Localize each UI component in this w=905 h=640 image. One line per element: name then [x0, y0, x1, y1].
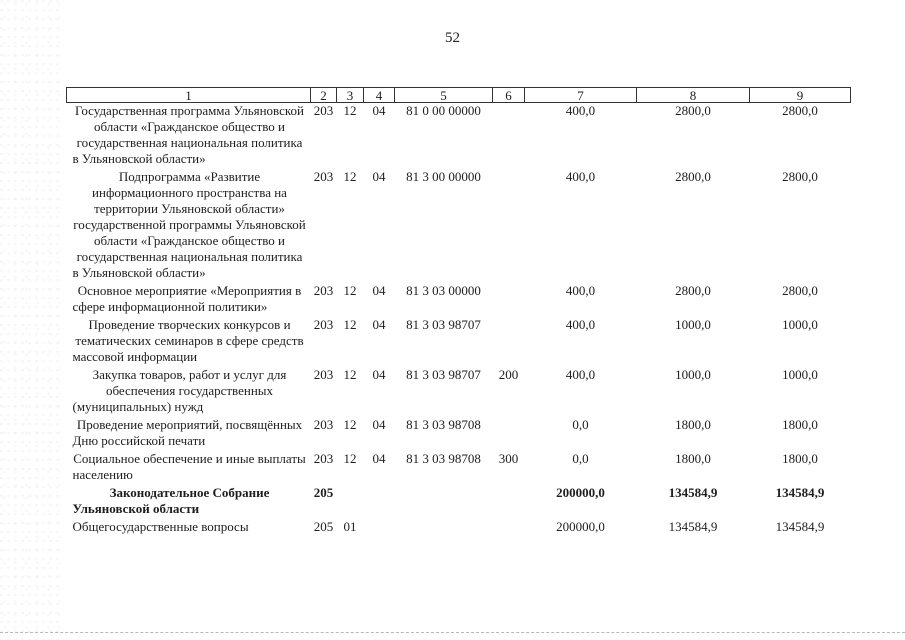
row-col-9: 2800,0 [782, 103, 818, 118]
row-col-5: 81 3 03 98708 [406, 417, 481, 432]
row-col-7: 400,0 [565, 317, 596, 332]
row-col-8: 134584,9 [668, 485, 718, 500]
row-col-6 [493, 169, 525, 283]
row-col-9: 134584,9 [775, 485, 825, 500]
row-col-7: 200000,0 [556, 485, 605, 500]
table-row [67, 367, 851, 417]
header-col-5: 5 [395, 88, 493, 103]
header-col-6: 6 [493, 88, 525, 103]
page-number: 52 [445, 30, 460, 46]
row-description: Закупка товаров, работ и услуг для обеспечения государственных (муниципальных) нужд [72, 367, 287, 414]
row-col-2: 203 [313, 317, 334, 332]
header-col-2: 2 [311, 88, 337, 103]
row-col-2: 205 [313, 485, 334, 500]
row-col-5 [395, 519, 493, 537]
row-col-2: 203 [313, 283, 334, 298]
table-row [67, 103, 851, 170]
table-header [67, 88, 851, 103]
row-col-9: 2800,0 [782, 169, 818, 184]
row-col-5: 81 3 03 98707 [406, 367, 481, 382]
scan-bottom-artifact [0, 632, 905, 634]
row-col-5: 81 3 03 00000 [406, 283, 481, 298]
row-col-9: 2800,0 [782, 283, 818, 298]
row-col-4: 04 [372, 283, 386, 298]
row-col-3: 12 [343, 317, 357, 332]
header-col-7: 7 [525, 88, 637, 103]
row-col-8: 1000,0 [675, 367, 711, 382]
table-row [67, 485, 851, 519]
row-description: Общегосударственные вопросы [72, 519, 249, 534]
table-row [67, 169, 851, 283]
row-col-4: 04 [372, 169, 386, 184]
row-col-5: 81 3 03 98707 [406, 317, 481, 332]
row-col-8: 1800,0 [675, 417, 711, 432]
row-col-9: 1800,0 [782, 417, 818, 432]
row-description: Проведение мероприятий, посвящённых Дню российской печати [72, 417, 303, 448]
row-col-2: 203 [313, 367, 334, 382]
row-col-6: 300 [498, 451, 519, 466]
table-row [67, 417, 851, 451]
row-description: Подпрограмма «Развитие информационного пространства на территории Ульяновской области» государственной программы Ульяновской области «Гражданское общество и государственная национальная политика в Ульяновской области» [72, 169, 306, 280]
row-col-8: 2800,0 [675, 283, 711, 298]
row-col-8: 1800,0 [675, 451, 711, 466]
row-col-6 [493, 519, 525, 537]
row-col-4 [364, 519, 395, 537]
row-col-8: 2800,0 [675, 169, 711, 184]
header-row [67, 88, 851, 103]
header-col-3: 3 [337, 88, 364, 103]
row-col-9: 1800,0 [782, 451, 818, 466]
row-col-3: 12 [343, 103, 357, 118]
row-col-6 [493, 317, 525, 367]
table-body [67, 103, 851, 538]
row-col-3: 12 [343, 367, 357, 382]
row-col-4: 04 [372, 451, 386, 466]
row-col-9: 1000,0 [782, 367, 818, 382]
table-row [67, 451, 851, 485]
row-description: Законодательное Собрание Ульяновской области [72, 485, 270, 516]
row-col-4: 04 [372, 103, 386, 118]
row-col-7: 400,0 [565, 367, 596, 382]
header-col-4: 4 [364, 88, 395, 103]
row-col-8: 2800,0 [675, 103, 711, 118]
row-col-4: 04 [372, 317, 386, 332]
header-col-8: 8 [637, 88, 750, 103]
row-col-7: 400,0 [565, 169, 596, 184]
row-col-9: 1000,0 [782, 317, 818, 332]
row-col-2: 203 [313, 169, 334, 184]
row-col-3: 12 [343, 417, 357, 432]
scan-edge-artifact [0, 0, 60, 640]
table-row [67, 317, 851, 367]
row-col-6 [493, 283, 525, 317]
header-col-9: 9 [750, 88, 851, 103]
row-col-2: 203 [313, 451, 334, 466]
row-col-3: 12 [343, 169, 357, 184]
row-col-6 [493, 485, 525, 519]
row-description: Социальное обеспечение и иные выплаты населению [72, 451, 306, 482]
row-col-8: 1000,0 [675, 317, 711, 332]
row-col-6: 200 [498, 367, 519, 382]
row-col-2: 203 [313, 417, 334, 432]
row-col-5 [395, 485, 493, 519]
row-col-2: 205 [313, 519, 334, 534]
row-col-4: 04 [372, 367, 386, 382]
table-row [67, 283, 851, 317]
budget-table [66, 87, 851, 537]
row-col-7: 0,0 [572, 417, 589, 432]
row-col-9: 134584,9 [775, 519, 825, 534]
row-col-6 [493, 103, 525, 170]
row-col-3: 12 [343, 451, 357, 466]
row-col-7: 400,0 [565, 103, 596, 118]
row-col-7: 0,0 [572, 451, 589, 466]
row-col-7: 400,0 [565, 283, 596, 298]
row-col-6 [493, 417, 525, 451]
row-col-5: 81 3 03 98708 [406, 451, 481, 466]
row-col-8: 134584,9 [668, 519, 718, 534]
row-col-2: 203 [313, 103, 334, 118]
row-col-7: 200000,0 [556, 519, 605, 534]
row-col-5: 81 3 00 00000 [406, 169, 481, 184]
row-col-3 [337, 485, 364, 519]
row-col-5: 81 0 00 00000 [406, 103, 481, 118]
row-col-4: 04 [372, 417, 386, 432]
table-row [67, 519, 851, 537]
row-col-3: 01 [343, 519, 357, 534]
row-description: Проведение творческих конкурсов и тематических семинаров в сфере средств массовой информации [72, 317, 304, 364]
row-description: Государственная программа Ульяновской области «Гражданское общество и государственная национальная политика в Ульяновской области» [72, 103, 305, 166]
row-col-3: 12 [343, 283, 357, 298]
row-col-4 [364, 485, 395, 519]
header-col-1: 1 [67, 88, 311, 103]
row-description: Основное мероприятие «Мероприятия в сфере информационной политики» [72, 283, 302, 314]
